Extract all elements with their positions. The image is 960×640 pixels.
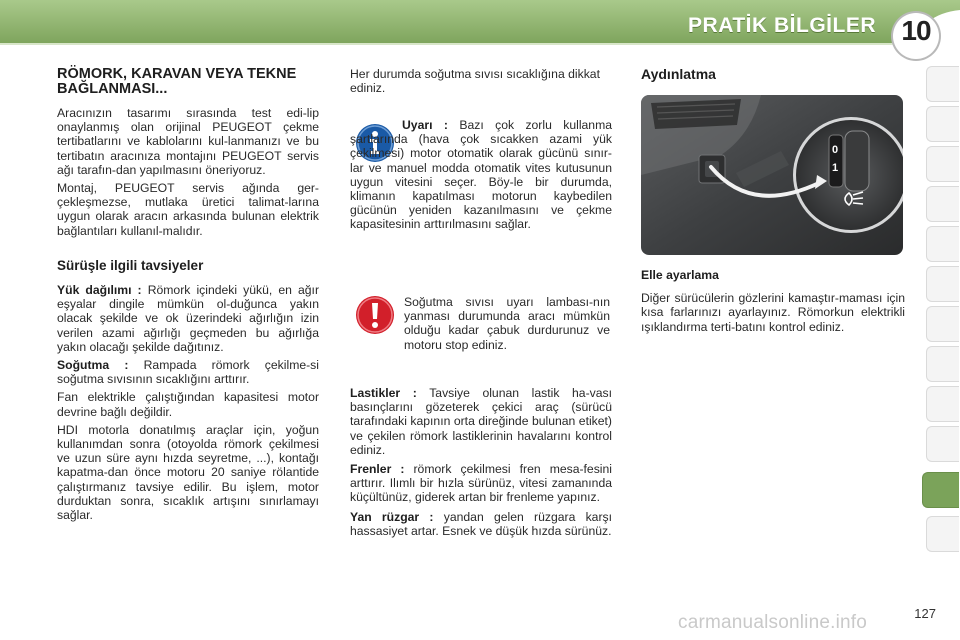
right-column — [641, 67, 905, 81]
paragraph: Fan elektrikle çalıştığından kapasitesi motor devrine bağlı değildir. — [57, 390, 319, 419]
warning-note — [350, 118, 612, 236]
middle-column — [350, 67, 612, 99]
chapter-tab[interactable] — [926, 226, 959, 262]
paragraph: Her durumda soğutma sıvısı sıcaklığına dikkat ediniz. — [350, 67, 600, 96]
alert-icon — [355, 295, 395, 335]
term-text: Römork içindeki yükü, en ağır eşyalar dingile mümkün ol-duğunca yakın olacak şekilde ve ok üzerindeki ağırlığın izin verilen azami ağırlığı geçmeden bu ağırlığa yakın olacağı şekilde dağıtınız. — [57, 283, 320, 354]
chapter-tabs — [926, 66, 960, 578]
left-column — [57, 67, 319, 526]
paragraph: Montaj, PEUGEOT servis ağında ger-çekleşmezse, mutlaka üretici talimat-larına uygun olarak aracın arkasında bulunan elektrik bağlantıları kullanıl-malıdır. — [57, 181, 319, 238]
middle-column-lower — [350, 386, 612, 542]
paragraph — [350, 118, 612, 232]
chapter-tab[interactable] — [926, 146, 959, 182]
paragraph: Diğer sürücülerin gözlerini kamaştır-maması için kısa farlarınızı ayarlayınız. Römorkun elektrikli ışıklandırma terti-batını kontrol ediniz. — [641, 291, 905, 334]
term-label: Frenler : — [350, 462, 405, 477]
paragraph — [57, 283, 319, 354]
chapter-tab[interactable] — [926, 516, 959, 552]
section-heading: RÖMORK, KARAVAN VEYA TEKNE BAĞLANMASI... — [57, 66, 297, 97]
term-text: Tavsiye olunan lastik ha-vası basınçlarını gözeterek çekici araç (sürücü tarafındaki kapının orta direğinde bulunan etiket) ve çekilen römork lastiklerinin havalarını kontrol ediniz. — [350, 386, 612, 457]
chapter-tab[interactable] — [926, 386, 959, 422]
paragraph — [350, 510, 612, 538]
chapter-tab-active[interactable] — [922, 472, 959, 508]
alert-note — [404, 295, 610, 356]
term-label: Yük dağılımı : — [57, 283, 142, 298]
chapter-tab[interactable] — [926, 306, 959, 342]
paragraph: Soğutma sıvısı uyarı lambası-nın yanması durumunda aracı mümkün olduğu kadar çabuk durdurunuz ve motoru stop ediniz. — [404, 295, 610, 352]
headlamp-adjuster-photo — [641, 95, 903, 255]
chapter-tab[interactable] — [926, 346, 959, 382]
chapter-number: 10 — [901, 15, 931, 46]
term-text: römork çekilmesi fren mesa-fesini arttırır. Ilımlı bir hızla sürünüz, vitesi zamanında küçültünüz, giderek artan bir frenleme yapınız. — [350, 462, 613, 505]
chapter-tab[interactable] — [926, 106, 959, 142]
chapter-tab[interactable] — [926, 426, 959, 462]
paragraph — [350, 386, 612, 457]
term-label: Yan rüzgar : — [350, 509, 434, 524]
section-heading: Aydınlatma — [641, 66, 716, 82]
watermark: carmanualsonline.info — [678, 612, 868, 633]
chapter-tab[interactable] — [926, 266, 959, 302]
dial-label-top: 0 — [831, 144, 839, 156]
term-text: yandan gelen rüzgara karşı hassasiyet artar. Esnek ve düşük hızda sürünüz. — [350, 509, 613, 538]
subsection-heading: Elle ayarlama — [641, 268, 719, 282]
paragraph — [57, 358, 319, 386]
term-label: Lastikler : — [350, 386, 417, 400]
subsection-heading: Sürüşle ilgili tavsiyeler — [57, 257, 204, 273]
section-title: PRATİK BİLGİLER — [688, 14, 876, 37]
paragraph: Aracınızın tasarımı sırasında test edi-lip onaylanmış olan orijinal PEUGEOT çekme tertibatlarını ve kablolarını kul-lanmanızı ve bu tertibatın aracınıza montajını PEUGEOT servis ağı tarafın-dan yapılmasını öneriyoruz. — [57, 106, 319, 177]
page-number: 127 — [914, 606, 936, 621]
paragraph: HDI motorla donatılmış araçlar için, yoğun kullanımdan sonra (otoyolda römork çekilmesi ve uzun süre aynı hızda seyretme, ...), kontağı kapatma-dan önce motoru 20 saniye rölantide çalıştırmanız tavsiye edilir. Bu işlem, motor durduktan sonra, sıcaklık artışını sınırlamayı sağlar. — [57, 422, 319, 523]
term-label: Uyarı : — [402, 118, 448, 132]
paragraph — [350, 462, 612, 505]
term-text: Bazı çok zorlu kullanma şartlarında (hava çok sıcakken azami yük çekilmesi) motor otomatik olarak gücünü sınır-lar ve manuel modda otomatik vites kutusunun uygun vitesini seçer. Böy-le bir durumda, klimanın kapatılması motorun kaybedilen gücünün yeniden kazanılmasını ve çekme kapasitesinin arttırılmasını sağlar. — [350, 118, 613, 232]
dial-label-bottom: 1 — [831, 162, 839, 174]
chapter-tab[interactable] — [926, 66, 959, 102]
chapter-tab[interactable] — [926, 186, 959, 222]
right-column-lower — [641, 268, 905, 338]
term-text: Rampada römork çekilme-si soğutma sıvısının sıcaklığını arttırır. — [57, 358, 319, 387]
term-label: Soğutma : — [57, 358, 129, 373]
